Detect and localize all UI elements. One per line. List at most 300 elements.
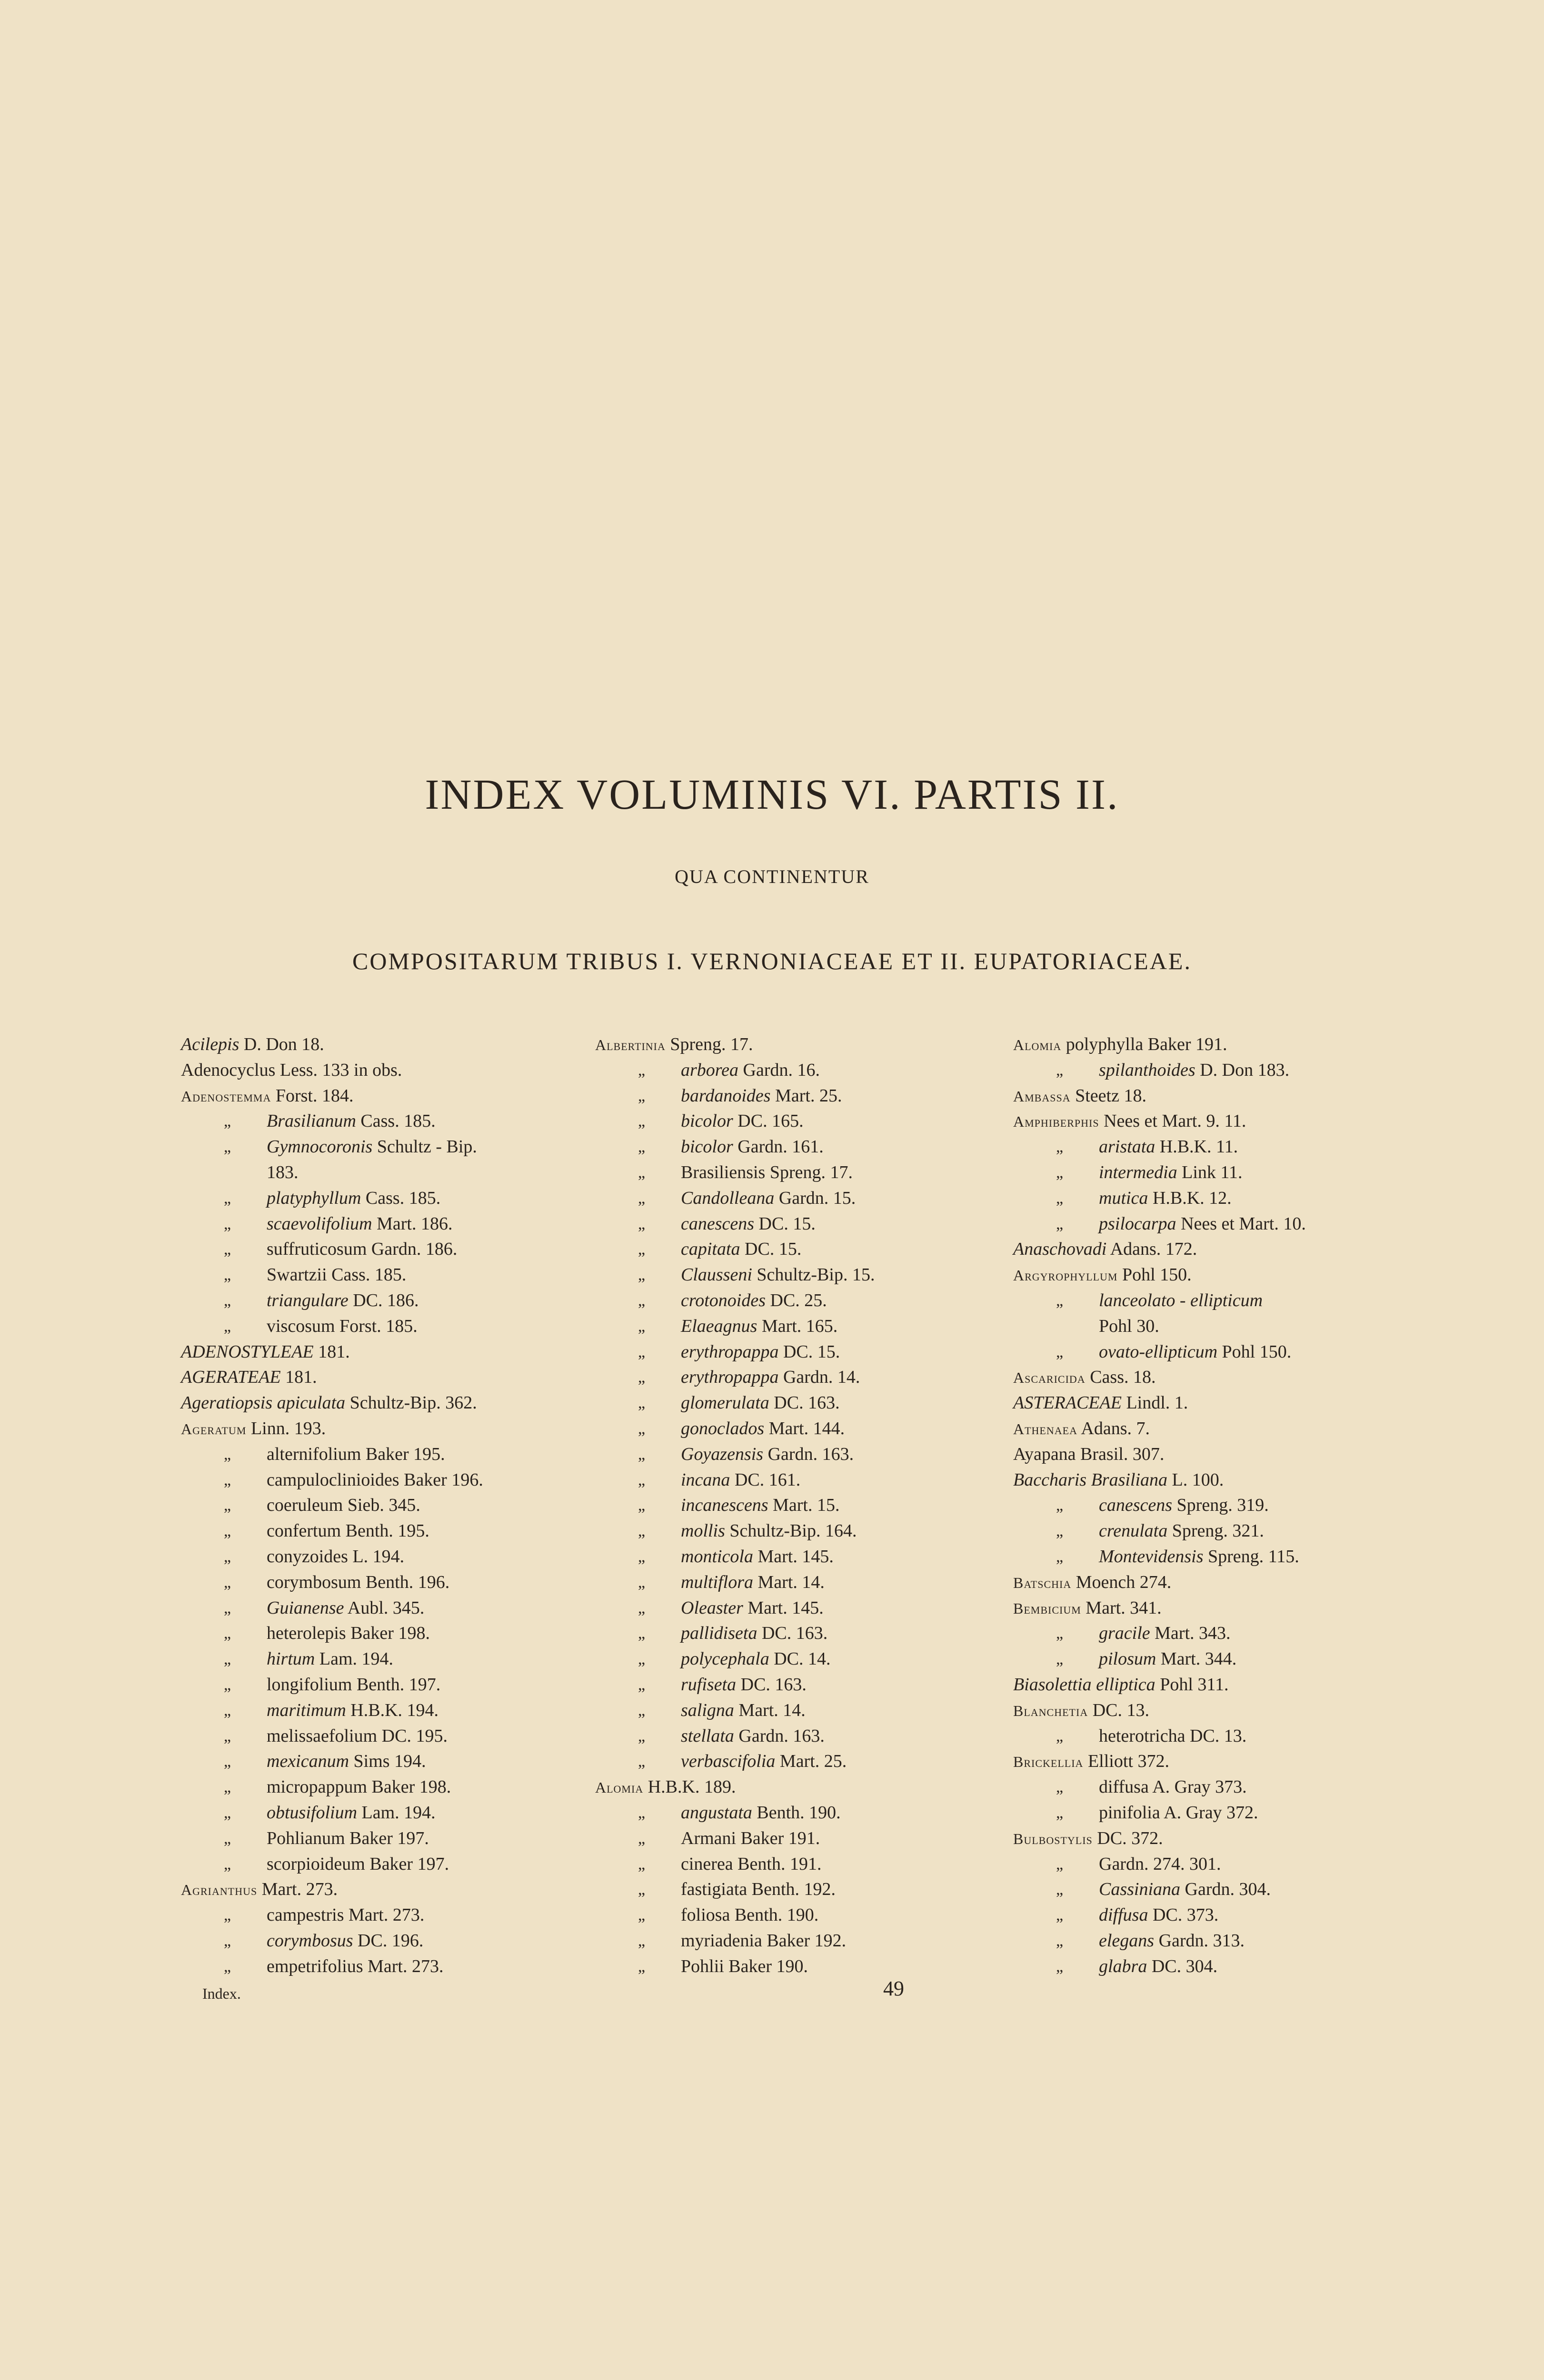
entry-text: longifolium Benth. 197. — [267, 1674, 441, 1695]
ditto-mark: „ — [224, 1522, 231, 1540]
ditto-mark: „ — [224, 1573, 231, 1591]
entry-text: Lam. 194. — [315, 1649, 393, 1669]
entry-name: Batschia — [1013, 1574, 1072, 1591]
entry-name: AGERATEAE — [181, 1367, 281, 1388]
ditto-mark: „ — [224, 1240, 231, 1259]
entry-text: Mart. 343. — [1150, 1623, 1231, 1644]
entry-text: diffusa A. Gray 373. — [1099, 1777, 1247, 1797]
entry-name: platyphyllum — [267, 1188, 361, 1208]
entry-text: Armani Baker 191. — [681, 1828, 820, 1848]
ditto-mark: „ — [1056, 1215, 1064, 1233]
entry-text: Spreng. 319. — [1172, 1495, 1269, 1516]
entry-name: Alomia — [595, 1779, 644, 1796]
entry-text: Schultz-Bip. 164. — [725, 1521, 857, 1541]
index-entry — [1013, 1570, 1423, 1596]
ditto-mark: „ — [638, 1240, 646, 1259]
page-title: INDEX VOLUMINIS VI. PARTIS II. — [425, 771, 1119, 818]
entry-name: Elaeagnus — [681, 1316, 757, 1336]
entry-name: Guianense — [267, 1597, 344, 1618]
index-entry — [595, 1058, 990, 1083]
entry-text: suffruticosum Gardn. 186. — [267, 1239, 458, 1259]
index-entry — [1013, 1800, 1423, 1826]
index-entry — [595, 1186, 990, 1211]
entry-text: DC. 161. — [730, 1469, 801, 1490]
index-entry — [181, 1314, 576, 1339]
entry-text: Linn. 193. — [246, 1418, 326, 1438]
index-entry — [181, 1058, 576, 1083]
index-entry — [181, 1186, 576, 1211]
entry-text: Cass. 185. — [361, 1188, 441, 1208]
entry-text: Gardn. 313. — [1154, 1930, 1245, 1951]
entry-name: Oleaster — [681, 1597, 743, 1618]
ditto-mark: „ — [1056, 1291, 1064, 1309]
ditto-mark: „ — [224, 1317, 231, 1335]
ditto-mark: „ — [224, 1778, 231, 1796]
index-entry — [595, 1621, 990, 1646]
entry-text: DC. 304. — [1147, 1956, 1218, 1976]
entry-text: DC. 15. — [740, 1239, 802, 1259]
ditto-mark: „ — [638, 1497, 646, 1515]
entry-text: Elliott 372. — [1083, 1751, 1169, 1772]
entry-text: DC. 196. — [353, 1930, 424, 1951]
index-entry — [181, 1826, 576, 1852]
page-number: 49 — [883, 1977, 904, 2000]
ditto-mark: „ — [638, 1932, 646, 1950]
entry-name: saligna — [681, 1700, 734, 1720]
entry-name: ovato-ellipticum — [1099, 1341, 1218, 1362]
index-entry — [595, 1544, 990, 1570]
entry-text: H.B.K. 12. — [1148, 1188, 1232, 1208]
ditto-mark: „ — [224, 1291, 231, 1309]
ditto-mark: „ — [638, 1573, 646, 1591]
entry-name: mutica — [1099, 1188, 1148, 1208]
ditto-mark: „ — [1056, 1625, 1064, 1643]
entry-name: crotonoides — [681, 1290, 766, 1310]
entry-text: DC. 163. — [736, 1674, 807, 1695]
entry-name: Montevidensis — [1099, 1546, 1204, 1567]
ditto-mark: „ — [1056, 1189, 1064, 1207]
ditto-mark: „ — [638, 1419, 646, 1438]
index-column-2 — [595, 1032, 990, 1979]
index-entry — [595, 1468, 990, 1493]
index-entry — [595, 1646, 990, 1672]
entry-text: Schultz - Bip. — [372, 1137, 477, 1157]
entry-name: ASTERACEAE — [1013, 1393, 1122, 1413]
index-entry — [1013, 1698, 1423, 1724]
entry-text: Mart. 165. — [757, 1316, 838, 1336]
index-entry — [1013, 1365, 1423, 1390]
entry-text: Spreng. 321. — [1167, 1521, 1264, 1541]
ditto-mark: „ — [638, 1727, 646, 1745]
entry-name: multiflora — [681, 1572, 754, 1592]
entry-name: Gymnocoronis — [267, 1137, 373, 1157]
index-entry — [595, 1749, 990, 1775]
ditto-mark: „ — [224, 1829, 231, 1847]
entry-text: DC. 15. — [754, 1213, 816, 1234]
index-column-1 — [181, 1032, 576, 1979]
entry-name: ADENOSTYLEAE — [181, 1341, 314, 1362]
index-entry — [1013, 1493, 1423, 1518]
entry-name: maritimum — [267, 1700, 346, 1720]
entry-text: heterolepis Baker 198. — [267, 1623, 430, 1644]
index-entry — [181, 1237, 576, 1262]
entry-text: DC. 14. — [769, 1649, 831, 1669]
entry-text: Forst. 184. — [271, 1085, 354, 1106]
entry-name: stellata — [681, 1726, 734, 1746]
index-entry — [181, 1775, 576, 1800]
entry-text: Mart. 15. — [768, 1495, 840, 1516]
index-entry — [1013, 1058, 1423, 1083]
ditto-mark: „ — [224, 1215, 231, 1233]
index-entry — [595, 1954, 990, 1980]
entry-text: Cass. 18. — [1085, 1367, 1156, 1388]
index-entry — [595, 1570, 990, 1596]
ditto-mark: „ — [638, 1445, 646, 1463]
index-entry — [181, 1390, 576, 1416]
index-entry — [181, 1339, 576, 1365]
entry-text: Mart. 273. — [257, 1879, 338, 1900]
entry-text: alternifolium Baker 195. — [267, 1444, 445, 1464]
ditto-mark: „ — [638, 1368, 646, 1387]
entry-name: Brasilianum — [267, 1111, 356, 1131]
entry-text: L. 100. — [1167, 1469, 1224, 1490]
entry-text: Lam. 194. — [357, 1802, 436, 1823]
entry-name: diffusa — [1099, 1905, 1148, 1925]
entry-text: cinerea Benth. 191. — [681, 1854, 822, 1874]
ditto-mark: „ — [224, 1266, 231, 1284]
entry-name: spilanthoides — [1099, 1060, 1195, 1080]
index-entry — [181, 1724, 576, 1749]
entry-text: Lindl. 1. — [1121, 1393, 1188, 1413]
index-entry — [1013, 1134, 1423, 1160]
entry-name: bicolor — [681, 1137, 733, 1157]
ditto-mark: „ — [638, 1957, 646, 1975]
index-entry — [181, 1032, 576, 1058]
ditto-mark: „ — [224, 1676, 231, 1694]
index-entry — [595, 1877, 990, 1903]
ditto-mark: „ — [638, 1061, 646, 1079]
ditto-mark: „ — [638, 1701, 646, 1719]
entry-name: Athenaea — [1013, 1420, 1077, 1438]
ditto-mark: „ — [638, 1855, 646, 1873]
entry-text: H.B.K. 189. — [643, 1777, 736, 1797]
entry-text: Schultz-Bip. 362. — [345, 1393, 477, 1413]
index-entry — [181, 1365, 576, 1390]
entry-text: Adans. 172. — [1106, 1239, 1197, 1259]
ditto-mark: „ — [224, 1727, 231, 1745]
index-entry — [1013, 1724, 1423, 1749]
index-entry — [1013, 1646, 1423, 1672]
ditto-mark: „ — [638, 1163, 646, 1181]
index-entry — [595, 1698, 990, 1724]
index-entry — [595, 1262, 990, 1288]
ditto-mark: „ — [1056, 1343, 1064, 1361]
subtitle: QUA CONTINENTUR — [675, 866, 869, 887]
index-entry — [1013, 1518, 1423, 1544]
entry-text: Schultz-Bip. 15. — [752, 1265, 875, 1285]
entry-text: Mart. 14. — [734, 1700, 806, 1720]
entry-text: Pohl 311. — [1155, 1674, 1229, 1695]
ditto-mark: „ — [638, 1625, 646, 1643]
entry-text: Cass. 185. — [356, 1111, 436, 1131]
entry-name: scaevolifolium — [267, 1213, 372, 1234]
entry-text: 183. — [267, 1162, 299, 1182]
entry-name: arborea — [681, 1060, 739, 1080]
entry-name: Ageratiopsis apiculata — [181, 1393, 346, 1413]
index-entry — [181, 1749, 576, 1775]
ditto-mark: „ — [638, 1291, 646, 1309]
entry-text: 181. — [280, 1367, 317, 1388]
ditto-mark: „ — [1056, 1138, 1064, 1156]
entry-text: Gardn. 16. — [738, 1060, 820, 1080]
index-entry — [595, 1596, 990, 1621]
entry-name: monticola — [681, 1546, 753, 1567]
entry-name: capitata — [681, 1239, 740, 1259]
entry-text: confertum Benth. 195. — [267, 1521, 429, 1541]
index-entry — [595, 1288, 990, 1314]
ditto-mark: „ — [1056, 1727, 1064, 1745]
ditto-mark: „ — [224, 1497, 231, 1515]
ditto-mark: „ — [638, 1394, 646, 1412]
entry-text: H.B.K. 194. — [346, 1700, 439, 1720]
ditto-mark: „ — [1056, 1778, 1064, 1796]
index-entry — [181, 1596, 576, 1621]
index-entry — [1013, 1390, 1423, 1416]
index-entry — [595, 1672, 990, 1698]
footer-signature: Index. — [202, 1985, 241, 2002]
entry-text: Link 11. — [1177, 1162, 1243, 1182]
ditto-mark: „ — [638, 1547, 646, 1566]
index-entry — [595, 1237, 990, 1262]
ditto-mark: „ — [224, 1625, 231, 1643]
index-entry — [1013, 1442, 1423, 1468]
ditto-mark: „ — [1056, 1522, 1064, 1540]
ditto-mark: „ — [224, 1471, 231, 1489]
entry-text: Mart. 344. — [1156, 1649, 1237, 1669]
entry-text: corymbosum Benth. 196. — [267, 1572, 450, 1592]
index-entry — [181, 1621, 576, 1646]
entry-name: corymbosus — [267, 1930, 353, 1951]
entry-name: Bembicium — [1013, 1599, 1081, 1617]
index-entry — [181, 1134, 576, 1160]
ditto-mark: „ — [224, 1804, 231, 1822]
entry-text: DC. 372. — [1092, 1828, 1163, 1848]
entry-name: pallidiseta — [681, 1623, 757, 1644]
ditto-mark: „ — [224, 1932, 231, 1950]
entry-text: Steetz 18. — [1070, 1085, 1146, 1106]
index-entry — [1013, 1954, 1423, 1980]
entry-text: micropappum Baker 198. — [267, 1777, 451, 1797]
index-entry — [181, 1442, 576, 1468]
entry-text: conyzoides L. 194. — [267, 1546, 405, 1567]
entry-name: mexicanum — [267, 1751, 349, 1772]
entry-name: bicolor — [681, 1111, 733, 1131]
entry-text: Gardn. 15. — [774, 1188, 856, 1208]
index-entry — [595, 1134, 990, 1160]
index-entry — [181, 1288, 576, 1314]
entry-text: Gardn. 161. — [733, 1137, 824, 1157]
index-entry — [595, 1083, 990, 1109]
ditto-mark: „ — [638, 1522, 646, 1540]
entry-text: DC. 186. — [348, 1290, 419, 1310]
index-entry — [181, 1800, 576, 1826]
index-entry — [181, 1262, 576, 1288]
ditto-mark: „ — [1056, 1906, 1064, 1924]
index-entry — [181, 1109, 576, 1134]
index-entry — [595, 1928, 990, 1954]
ditto-mark: „ — [638, 1650, 646, 1668]
ditto-mark: „ — [638, 1112, 646, 1130]
index-entry — [595, 1416, 990, 1442]
ditto-mark: „ — [638, 1343, 646, 1361]
ditto-mark: „ — [638, 1317, 646, 1335]
entry-name: Biasolettia elliptica — [1013, 1674, 1156, 1695]
index-entry — [181, 1928, 576, 1954]
entry-text: empetrifolius Mart. 273. — [267, 1956, 444, 1976]
ditto-mark: „ — [1056, 1957, 1064, 1975]
entry-name: Alomia — [1013, 1036, 1062, 1053]
index-entry — [595, 1724, 990, 1749]
ditto-mark: „ — [638, 1087, 646, 1105]
ditto-mark: „ — [638, 1138, 646, 1156]
index-entry — [1013, 1621, 1423, 1646]
index-entry — [595, 1852, 990, 1877]
entry-text: Mart. 341. — [1081, 1597, 1162, 1618]
ditto-mark: „ — [224, 1753, 231, 1771]
entry-text: coeruleum Sieb. 345. — [267, 1495, 420, 1516]
entry-name: pilosum — [1099, 1649, 1156, 1669]
entry-name: Argyrophyllum — [1013, 1267, 1118, 1284]
index-entry — [181, 1698, 576, 1724]
entry-name: crenulata — [1099, 1521, 1168, 1541]
entry-name: polycephala — [681, 1649, 769, 1669]
entry-text: scorpioideum Baker 197. — [267, 1854, 449, 1874]
index-entry — [1013, 1826, 1423, 1852]
entry-name: Cassiniana — [1099, 1879, 1181, 1900]
ditto-mark: „ — [1056, 1855, 1064, 1873]
entry-name: Bulbostylis — [1013, 1830, 1093, 1847]
entry-text: Mart. 14. — [753, 1572, 825, 1592]
entry-name: Brickellia — [1013, 1753, 1084, 1771]
ditto-mark: „ — [224, 1906, 231, 1924]
entry-text: Mart. 186. — [372, 1213, 453, 1234]
entry-name: elegans — [1099, 1930, 1155, 1951]
index-entry — [1013, 1032, 1423, 1058]
index-entry — [595, 1314, 990, 1339]
entry-text: Pohlii Baker 190. — [681, 1956, 808, 1976]
ditto-mark: „ — [1056, 1650, 1064, 1668]
index-entry — [1013, 1775, 1423, 1800]
index-entry — [595, 1903, 990, 1928]
ditto-mark: „ — [224, 1650, 231, 1668]
ditto-mark: „ — [638, 1829, 646, 1847]
entry-name: angustata — [681, 1802, 752, 1823]
index-entry — [181, 1416, 576, 1442]
entry-text: Ayapana Brasil. 307. — [1013, 1444, 1165, 1464]
entry-name: Albertinia — [595, 1036, 666, 1053]
index-column-3 — [1013, 1032, 1423, 1979]
entry-text: Gardn. 163. — [734, 1726, 825, 1746]
entry-name: Baccharis Brasiliana — [1013, 1469, 1168, 1490]
entry-name: triangulare — [267, 1290, 349, 1310]
entry-text: Mart. 145. — [743, 1597, 824, 1618]
ditto-mark: „ — [638, 1471, 646, 1489]
entry-text: Brasiliensis Spreng. 17. — [681, 1162, 853, 1182]
index-entry — [595, 1518, 990, 1544]
entry-text: Sims 194. — [349, 1751, 426, 1772]
entry-text: D. Don 18. — [239, 1034, 324, 1054]
entry-text: Spreng. 115. — [1203, 1546, 1299, 1567]
ditto-mark: „ — [638, 1881, 646, 1899]
ditto-mark: „ — [1056, 1497, 1064, 1515]
entry-text: Pohl 150. — [1117, 1265, 1192, 1285]
entry-text: Swartzii Cass. 185. — [267, 1265, 407, 1285]
index-entry — [181, 1903, 576, 1928]
entry-name: bardanoides — [681, 1085, 771, 1106]
index-entry — [595, 1442, 990, 1468]
index-entry — [1013, 1083, 1423, 1109]
entry-text: Spreng. 17. — [665, 1034, 753, 1054]
entry-text: Mart. 25. — [775, 1751, 847, 1772]
ditto-mark: „ — [224, 1189, 231, 1207]
entry-name: intermedia — [1099, 1162, 1177, 1182]
ditto-mark: „ — [224, 1112, 231, 1130]
entry-name: Ascaricida — [1013, 1369, 1086, 1387]
entry-text: Pohl 150. — [1217, 1341, 1292, 1362]
index-entry — [1013, 1468, 1423, 1493]
ditto-mark: „ — [1056, 1163, 1064, 1181]
index-entry — [595, 1160, 990, 1186]
entry-name: Adenostemma — [181, 1087, 271, 1105]
ditto-mark: „ — [638, 1189, 646, 1207]
entry-name: Ageratum — [181, 1420, 247, 1438]
entry-text: Gardn. 304. — [1180, 1879, 1271, 1900]
index-entry — [1013, 1416, 1423, 1442]
index-entry — [1013, 1339, 1423, 1365]
entry-name: Acilepis — [181, 1034, 239, 1054]
entry-text: heterotricha DC. 13. — [1099, 1726, 1247, 1746]
ditto-mark: „ — [224, 1445, 231, 1463]
entry-text: Pohl 30. — [1099, 1316, 1159, 1336]
index-entry — [595, 1365, 990, 1390]
ditto-mark: „ — [1056, 1061, 1064, 1079]
ditto-mark: „ — [224, 1957, 231, 1975]
entry-text: foliosa Benth. 190. — [681, 1905, 819, 1925]
entry-name: glomerulata — [681, 1393, 769, 1413]
entry-text: DC. 373. — [1148, 1905, 1219, 1925]
entry-name: canescens — [681, 1213, 755, 1234]
entry-name: Goyazensis — [681, 1444, 764, 1464]
entry-text: Gardn. 274. 301. — [1099, 1854, 1221, 1874]
entry-name: mollis — [681, 1521, 725, 1541]
entry-name: Blanchetia — [1013, 1702, 1088, 1719]
index-entry — [595, 1032, 990, 1058]
entry-text: Mart. 25. — [770, 1085, 842, 1106]
index-entry — [181, 1468, 576, 1493]
entry-name: erythropappa — [681, 1367, 779, 1388]
ditto-mark: „ — [638, 1599, 646, 1617]
entry-text: Pohlianum Baker 197. — [267, 1828, 429, 1848]
entry-text: Gardn. 14. — [778, 1367, 860, 1388]
index-entry — [595, 1211, 990, 1237]
index-entry — [1013, 1928, 1423, 1954]
ditto-mark: „ — [224, 1701, 231, 1719]
entry-text: 181. — [313, 1341, 350, 1362]
entry-name: Amphiberphis — [1013, 1113, 1099, 1130]
entry-text: myriadenia Baker 192. — [681, 1930, 847, 1951]
index-entry — [181, 1544, 576, 1570]
index-entry — [595, 1339, 990, 1365]
